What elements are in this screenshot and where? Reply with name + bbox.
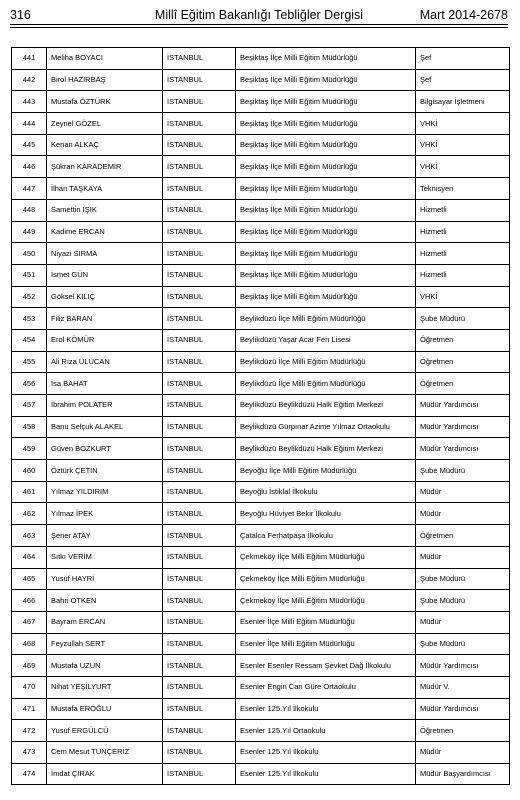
position-cell: Öğretmen [416, 720, 510, 742]
table-row [12, 69, 510, 91]
row-number-cell: 467 [12, 611, 47, 633]
institution-cell: Beylikdüzü İlçe Milli Eğitim Müdürlüğü [236, 308, 416, 330]
position-cell: Hizmetli [416, 199, 510, 221]
city-cell: İSTANBUL [163, 134, 236, 156]
position-cell: Müdür Yardımcısı [416, 698, 510, 720]
person-name-cell: Yılmaz YILDIRIM [47, 481, 163, 503]
city-cell: İSTANBUL [163, 308, 236, 330]
personnel-table [11, 47, 510, 785]
city-cell: İSTANBUL [163, 91, 236, 113]
institution-cell: Esenler İlçe Milli Eğitim Müdürlüğü [236, 611, 416, 633]
position-cell: Müdür Başyardımcısı [416, 763, 510, 785]
row-number-cell: 461 [12, 481, 47, 503]
position-cell: VHKİ [416, 156, 510, 178]
city-cell: İSTANBUL [163, 655, 236, 677]
table-row [12, 481, 510, 503]
position-cell: Teknisyen [416, 178, 510, 200]
person-name-cell: Yusuf HAYRİ [47, 568, 163, 590]
position-cell: Şube Müdürü [416, 590, 510, 612]
person-name-cell: İsa BAHAT [47, 373, 163, 395]
row-number-cell: 442 [12, 69, 47, 91]
position-cell: Şube Müdürü [416, 308, 510, 330]
city-cell: İSTANBUL [163, 156, 236, 178]
table-row [12, 633, 510, 655]
person-name-cell: Şükran KARADEMİR [47, 156, 163, 178]
institution-cell: Beyoğlu İlçe Milli Eğitim Müdürlüğü [236, 460, 416, 482]
city-cell: İSTANBUL [163, 460, 236, 482]
institution-cell: Beşiktaş İlçe Milli Eğitim Müdürlüğü [236, 134, 416, 156]
table-row [12, 742, 510, 764]
position-cell: Bilgisayar İşletmeni [416, 91, 510, 113]
city-cell: İSTANBUL [163, 199, 236, 221]
table-row [12, 351, 510, 373]
position-cell: Öğretmen [416, 373, 510, 395]
position-cell: Hizmetli [416, 243, 510, 265]
row-number-cell: 447 [12, 178, 47, 200]
table-row [12, 329, 510, 351]
row-number-cell: 466 [12, 590, 47, 612]
institution-cell: Beylikdüzü Yaşar Acar Fen Lisesi [236, 329, 416, 351]
person-name-cell: Mustafa EROĞLU [47, 698, 163, 720]
person-name-cell: Erol KÖMÜR [47, 329, 163, 351]
person-name-cell: Cem Mesut TUNÇERİZ [47, 742, 163, 764]
institution-cell: Beşiktaş İlçe Milli Eğitim Müdürlüğü [236, 48, 416, 70]
table-row [12, 763, 510, 785]
person-name-cell: Sıtkı VERİM [47, 546, 163, 568]
person-name-cell: Mustafa UZUN [47, 655, 163, 677]
row-number-cell: 444 [12, 113, 47, 135]
city-cell: İSTANBUL [163, 329, 236, 351]
table-row [12, 416, 510, 438]
institution-cell: Esenler 125.Yıl İlkokulu [236, 742, 416, 764]
row-number-cell: 460 [12, 460, 47, 482]
city-cell: İSTANBUL [163, 503, 236, 525]
person-name-cell: Bahri OTKEN [47, 590, 163, 612]
position-cell: Müdür [416, 481, 510, 503]
city-cell: İSTANBUL [163, 113, 236, 135]
city-cell: İSTANBUL [163, 438, 236, 460]
person-name-cell: Yusuf ERGÜLCÜ [47, 720, 163, 742]
city-cell: İSTANBUL [163, 416, 236, 438]
city-cell: İSTANBUL [163, 698, 236, 720]
city-cell: İSTANBUL [163, 525, 236, 547]
row-number-cell: 468 [12, 633, 47, 655]
person-name-cell: İmdat ÇIRAK [47, 763, 163, 785]
position-cell: Şube Müdürü [416, 568, 510, 590]
position-cell: VHKİ [416, 113, 510, 135]
person-name-cell: Feyzullah SERT [47, 633, 163, 655]
table-row [12, 438, 510, 460]
journal-title: Millî Eğitim Bakanlığı Tebliğler Dergisi [154, 8, 364, 22]
person-name-cell: Şener ATAY [47, 525, 163, 547]
institution-cell: Beşiktaş İlçe Milli Eğitim Müdürlüğü [236, 199, 416, 221]
person-name-cell: Ali Rıza ULUCAN [47, 351, 163, 373]
table-row [12, 503, 510, 525]
row-number-cell: 464 [12, 546, 47, 568]
table-row [12, 91, 510, 113]
issue-label: Mart 2014-2678 [419, 8, 508, 22]
city-cell: İSTANBUL [163, 611, 236, 633]
row-number-cell: 471 [12, 698, 47, 720]
person-name-cell: Banu Selçuk ALAKEL [47, 416, 163, 438]
city-cell: İSTANBUL [163, 568, 236, 590]
position-cell: Şube Müdürü [416, 633, 510, 655]
person-name-cell: Niyazi SIRMA [47, 243, 163, 265]
institution-cell: Beşiktaş İlçe Milli Eğitim Müdürlüğü [236, 243, 416, 265]
position-cell: Müdür Yardımcısı [416, 395, 510, 417]
institution-cell: Beylikdüzü Gürpınar Azime Yılmaz Ortaokulu [236, 416, 416, 438]
position-cell: Müdür [416, 503, 510, 525]
city-cell: İSTANBUL [163, 221, 236, 243]
institution-cell: Beşiktaş İlçe Milli Eğitim Müdürlüğü [236, 286, 416, 308]
person-name-cell: Yılmaz İPEK [47, 503, 163, 525]
row-number-cell: 455 [12, 351, 47, 373]
person-name-cell: Samettin IŞIK [47, 199, 163, 221]
page-number: 316 [10, 8, 31, 22]
table-row [12, 590, 510, 612]
position-cell: Müdür [416, 742, 510, 764]
table-row [12, 568, 510, 590]
table-row [12, 243, 510, 265]
city-cell: İSTANBUL [163, 481, 236, 503]
institution-cell: Beşiktaş İlçe Milli Eğitim Müdürlüğü [236, 156, 416, 178]
row-number-cell: 453 [12, 308, 47, 330]
person-name-cell: Bayram ERCAN [47, 611, 163, 633]
table-row [12, 655, 510, 677]
city-cell: İSTANBUL [163, 395, 236, 417]
table-row [12, 546, 510, 568]
city-cell: İSTANBUL [163, 763, 236, 785]
position-cell: Müdür Yardımcısı [416, 438, 510, 460]
table-row [12, 221, 510, 243]
position-cell: Öğretmen [416, 525, 510, 547]
position-cell: Şube Müdürü [416, 460, 510, 482]
institution-cell: Beşiktaş İlçe Milli Eğitim Müdürlüğü [236, 178, 416, 200]
person-name-cell: İsmet GÜN [47, 264, 163, 286]
city-cell: İSTANBUL [163, 742, 236, 764]
position-cell: Hizmetli [416, 264, 510, 286]
institution-cell: Beşiktaş İlçe Milli Eğitim Müdürlüğü [236, 221, 416, 243]
city-cell: İSTANBUL [163, 590, 236, 612]
row-number-cell: 463 [12, 525, 47, 547]
row-number-cell: 449 [12, 221, 47, 243]
position-cell: Müdür Yardımcısı [416, 416, 510, 438]
institution-cell: Çekmeköy İlçe Milli Eğitim Müdürlüğü [236, 546, 416, 568]
row-number-cell: 470 [12, 676, 47, 698]
row-number-cell: 454 [12, 329, 47, 351]
page-header [10, 5, 508, 25]
row-number-cell: 469 [12, 655, 47, 677]
table-row [12, 611, 510, 633]
table-row [12, 178, 510, 200]
table-row [12, 134, 510, 156]
person-name-cell: Mustafa ÖZTÜRK [47, 91, 163, 113]
person-name-cell: İlhan TAŞKAYA [47, 178, 163, 200]
row-number-cell: 457 [12, 395, 47, 417]
table-row [12, 199, 510, 221]
table-row [12, 698, 510, 720]
person-name-cell: Öztürk ÇETİN [47, 460, 163, 482]
person-name-cell: Kadime ERCAN [47, 221, 163, 243]
row-number-cell: 465 [12, 568, 47, 590]
institution-cell: Çatalca Ferhatpaşa İlkokulu [236, 525, 416, 547]
header-rule-bottom [10, 27, 508, 28]
table-row [12, 48, 510, 70]
city-cell: İSTANBUL [163, 286, 236, 308]
row-number-cell: 458 [12, 416, 47, 438]
position-cell: Öğretmen [416, 329, 510, 351]
person-name-cell: Filiz BARAN [47, 308, 163, 330]
table-row [12, 286, 510, 308]
person-name-cell: Nihat YEŞİLYURT [47, 676, 163, 698]
position-cell: VHKİ [416, 134, 510, 156]
row-number-cell: 459 [12, 438, 47, 460]
city-cell: İSTANBUL [163, 633, 236, 655]
table-row [12, 460, 510, 482]
person-name-cell: Güven BOZKURT [47, 438, 163, 460]
row-number-cell: 451 [12, 264, 47, 286]
institution-cell: Beşiktaş İlçe Milli Eğitim Müdürlüğü [236, 264, 416, 286]
position-cell: Hizmetli [416, 221, 510, 243]
position-cell: Şef [416, 48, 510, 70]
city-cell: İSTANBUL [163, 546, 236, 568]
position-cell: Müdür V. [416, 676, 510, 698]
city-cell: İSTANBUL [163, 48, 236, 70]
institution-cell: Esenler 125.Yıl Ortaokulu [236, 720, 416, 742]
row-number-cell: 441 [12, 48, 47, 70]
table-row [12, 676, 510, 698]
person-name-cell: Kenan ALKAÇ [47, 134, 163, 156]
table-row [12, 395, 510, 417]
institution-cell: Beylikdüzü Beylikdüzü Halk Eğitim Merkezi [236, 395, 416, 417]
city-cell: İSTANBUL [163, 373, 236, 395]
institution-cell: Beylikdüzü İlçe Milli Eğitim Müdürlüğü [236, 373, 416, 395]
institution-cell: Esenler Engin Can Güre Ortaokulu [236, 676, 416, 698]
institution-cell: Beylikdüzü Beylikdüzü Halk Eğitim Merkezi [236, 438, 416, 460]
row-number-cell: 446 [12, 156, 47, 178]
city-cell: İSTANBUL [163, 69, 236, 91]
institution-cell: Beşiktaş İlçe Milli Eğitim Müdürlüğü [236, 91, 416, 113]
position-cell: Şef [416, 69, 510, 91]
position-cell: VHKİ [416, 286, 510, 308]
city-cell: İSTANBUL [163, 720, 236, 742]
position-cell: Müdür [416, 611, 510, 633]
row-number-cell: 474 [12, 763, 47, 785]
person-name-cell: Birol HAZIRBAŞ [47, 69, 163, 91]
institution-cell: Esenler Esenler Ressam Şevket Dağ İlkokulu [236, 655, 416, 677]
city-cell: İSTANBUL [163, 243, 236, 265]
table-row [12, 525, 510, 547]
row-number-cell: 462 [12, 503, 47, 525]
institution-cell: Beşiktaş İlçe Milli Eğitim Müdürlüğü [236, 113, 416, 135]
institution-cell: Beylikdüzü İlçe Milli Eğitim Müdürlüğü [236, 351, 416, 373]
table-row [12, 264, 510, 286]
institution-cell: Beyoğlu Hüviyet Bekir İlkokulu [236, 503, 416, 525]
city-cell: İSTANBUL [163, 264, 236, 286]
table-row [12, 720, 510, 742]
row-number-cell: 448 [12, 199, 47, 221]
person-name-cell: Göksel KILIÇ [47, 286, 163, 308]
header-rule-top [10, 24, 508, 25]
institution-cell: Esenler İlçe Milli Eğitim Müdürlüğü [236, 633, 416, 655]
position-cell: Öğretmen [416, 351, 510, 373]
institution-cell: Esenler 125.Yıl İlkokulu [236, 763, 416, 785]
institution-cell: Çekmeköy İlçe Milli Eğitim Müdürlüğü [236, 568, 416, 590]
table-row [12, 373, 510, 395]
row-number-cell: 456 [12, 373, 47, 395]
institution-cell: Beyoğlu İstiklal İlkokulu [236, 481, 416, 503]
position-cell: Müdür Yardımcısı [416, 655, 510, 677]
row-number-cell: 452 [12, 286, 47, 308]
city-cell: İSTANBUL [163, 676, 236, 698]
table-row [12, 113, 510, 135]
table-row [12, 156, 510, 178]
table-row [12, 308, 510, 330]
institution-cell: Çekmeköy İlçe Milli Eğitim Müdürlüğü [236, 590, 416, 612]
row-number-cell: 450 [12, 243, 47, 265]
institution-cell: Beşiktaş İlçe Milli Eğitim Müdürlüğü [236, 69, 416, 91]
row-number-cell: 443 [12, 91, 47, 113]
row-number-cell: 472 [12, 720, 47, 742]
city-cell: İSTANBUL [163, 351, 236, 373]
person-name-cell: İbrahim POLATER [47, 395, 163, 417]
row-number-cell: 445 [12, 134, 47, 156]
position-cell: Müdür [416, 546, 510, 568]
institution-cell: Esenler 125.Yıl İlkokulu [236, 698, 416, 720]
person-name-cell: Meliha BOYACI [47, 48, 163, 70]
person-name-cell: Zeynel GÖZEL [47, 113, 163, 135]
row-number-cell: 473 [12, 742, 47, 764]
city-cell: İSTANBUL [163, 178, 236, 200]
